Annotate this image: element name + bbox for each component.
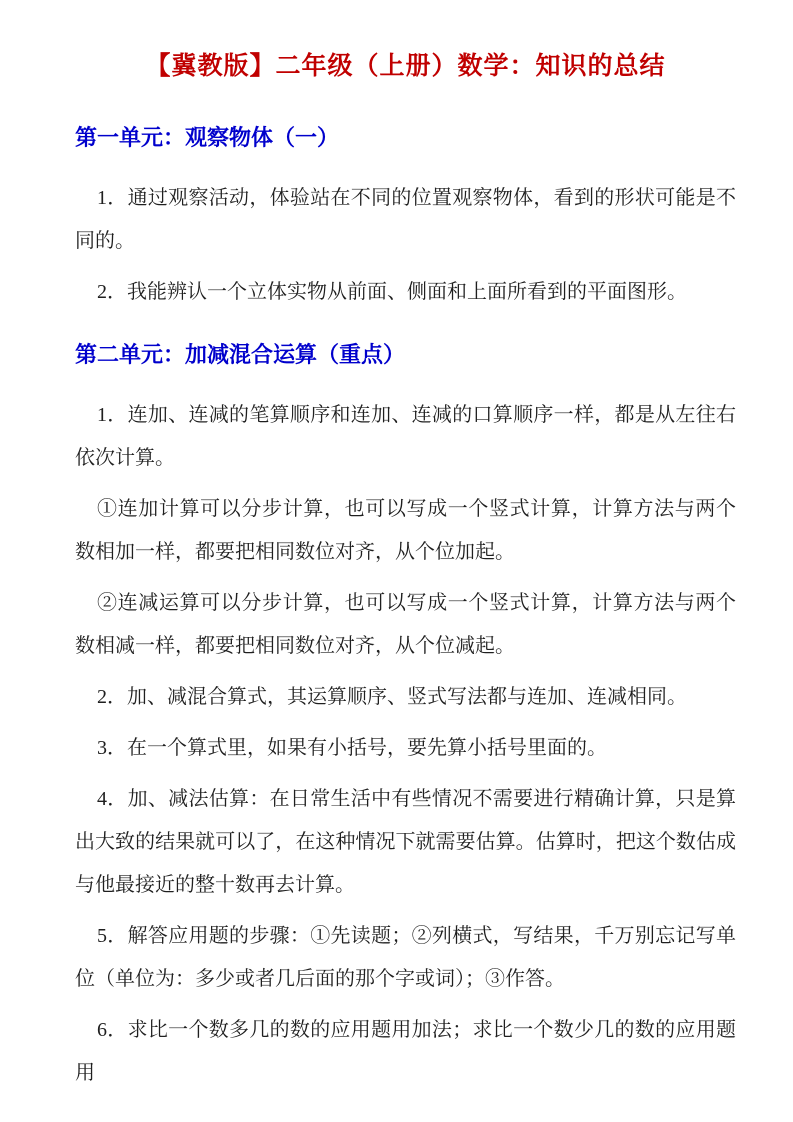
section-unit-1 xyxy=(75,123,736,314)
document-title: 【冀教版】二年级（上册）数学：知识的总结 xyxy=(145,52,666,80)
paragraph: 4．加、减法估算：在日常生活中有些情况不需要进行精确计算，只是算出大致的结果就可以了，在这种情况下就需要估算。估算时，把这个数估成与他最接近的整十数再去计算。 xyxy=(75,788,736,896)
paragraph: ②连减运算可以分步计算，也可以写成一个竖式计算，计算方法与两个数相减一样，都要把相同数位对齐，从个位减起。 xyxy=(75,592,736,657)
section-heading-unit-2: 第二单元：加减混合运算（重点） xyxy=(75,342,406,367)
section-heading-unit-1: 第一单元：观察物体（一） xyxy=(75,125,340,150)
paragraph: 1．通过观察活动，体验站在不同的位置观察物体，看到的形状可能是不同的。 xyxy=(75,187,736,252)
paragraph: 1．连加、连减的笔算顺序和连加、连减的口算顺序一样，都是从左往右依次计算。 xyxy=(75,404,736,469)
paragraph: 5．解答应用题的步骤：①先读题；②列横式，写结果，千万别忘记写单位（单位为：多少或者几后面的那个字或词）；③作答。 xyxy=(75,925,736,990)
paragraph: 3．在一个算式里，如果有小括号，要先算小括号里面的。 xyxy=(97,737,607,759)
paragraph: 2．加、减混合算式，其运算顺序、竖式写法都与连加、连减相同。 xyxy=(97,686,687,708)
section-unit-2 xyxy=(75,340,736,1095)
paragraph: 6．求比一个数多几的数的应用题用加法；求比一个数少几的数的应用题用 xyxy=(75,1019,736,1084)
paragraph: ①连加计算可以分步计算，也可以写成一个竖式计算，计算方法与两个数相加一样，都要把相同数位对齐，从个位加起。 xyxy=(75,498,736,563)
paragraph: 2．我能辨认一个立体实物从前面、侧面和上面所看到的平面图形。 xyxy=(97,281,687,303)
